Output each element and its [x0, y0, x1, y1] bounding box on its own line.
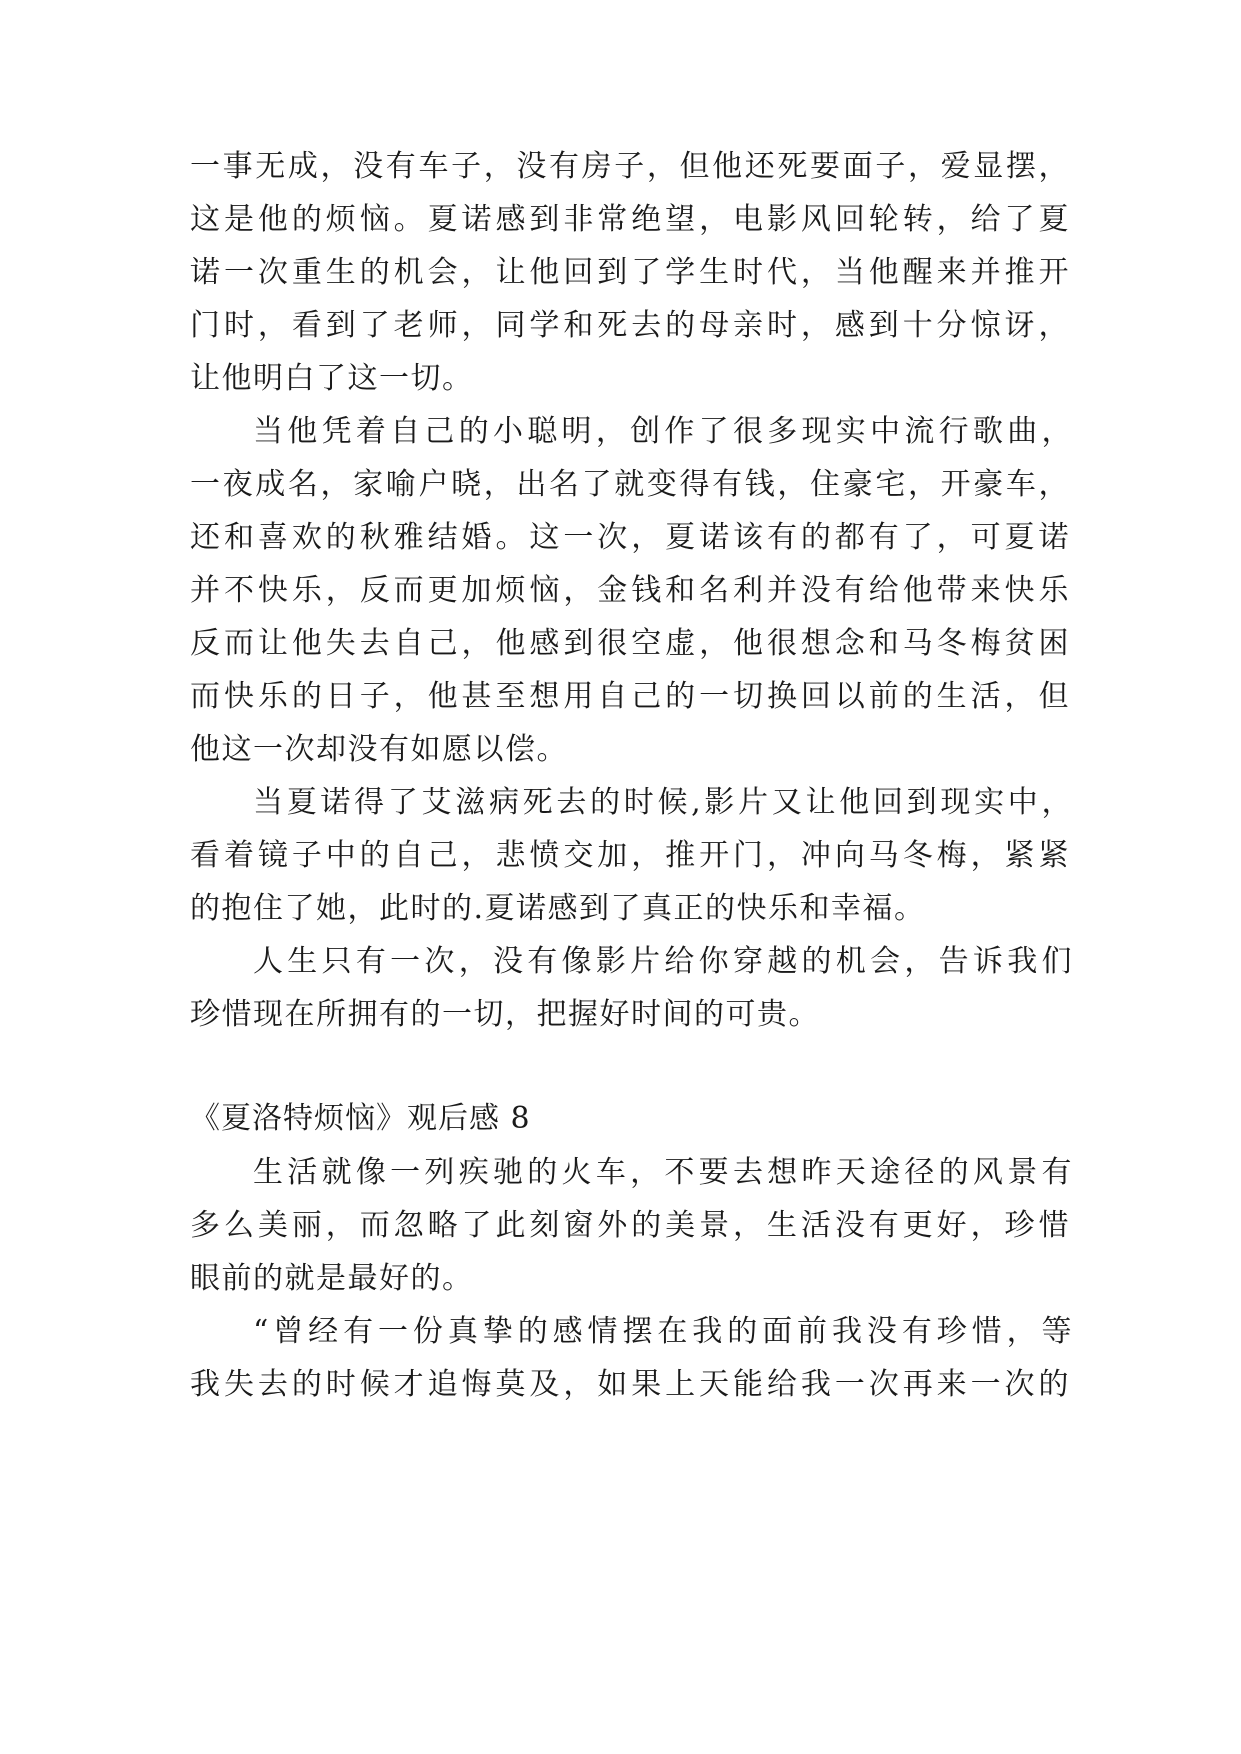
- text-line: 看着镜子中的自己，悲愤交加，推开门，冲向马冬梅，紧紧: [190, 838, 1070, 873]
- text-line: 眼前的就是最好的。: [190, 1261, 474, 1296]
- text-line: “曾经有一份真挚的感情摆在我的面前我没有珍惜，等: [253, 1314, 1073, 1349]
- text-line: 当他凭着自己的小聪明，创作了很多现实中流行歌曲，: [253, 414, 1073, 449]
- text-line: 的抱住了她，此时的.夏诺感到了真正的快乐和幸福。: [190, 891, 926, 926]
- text-line: 而快乐的日子，他甚至想用自己的一切换回以前的生活，但: [190, 679, 1070, 714]
- text-line: 人生只有一次，没有像影片给你穿越的机会，告诉我们: [253, 944, 1073, 979]
- text-line: 还和喜欢的秋雅结婚。这一次，夏诺该有的都有了，可夏诺: [190, 520, 1070, 555]
- text-line: 我失去的时候才追悔莫及，如果上天能给我一次再来一次的: [190, 1367, 1070, 1402]
- section-heading: 《夏洛特烦恼》观后感 8: [190, 1101, 531, 1136]
- text-line: 诺一次重生的机会，让他回到了学生时代，当他醒来并推开: [190, 255, 1070, 290]
- text-line: 多么美丽，而忽略了此刻窗外的美景，生活没有更好，珍惜: [190, 1208, 1070, 1243]
- text-line: 这是他的烦恼。夏诺感到非常绝望，电影风回轮转，给了夏: [190, 202, 1070, 237]
- text-line: 反而让他失去自己，他感到很空虚，他很想念和马冬梅贫困: [190, 626, 1070, 661]
- text-line: 当夏诺得了艾滋病死去的时候,影片又让他回到现实中，: [253, 785, 1073, 820]
- text-line: 生活就像一列疾驰的火车，不要去想昨天途径的风景有: [253, 1155, 1073, 1190]
- text-line: 并不快乐，反而更加烦恼，金钱和名利并没有给他带来快乐: [190, 573, 1070, 608]
- text-line: 让他明白了这一切。: [190, 361, 474, 396]
- text-line: 他这一次却没有如愿以偿。: [190, 732, 568, 767]
- text-line: 门时，看到了老师，同学和死去的母亲时，感到十分惊讶，: [190, 308, 1070, 343]
- text-line: 一夜成名，家喻户晓，出名了就变得有钱，住豪宅，开豪车，: [190, 467, 1070, 502]
- text-line: 珍惜现在所拥有的一切，把握好时间的可贵。: [190, 997, 820, 1032]
- text-line: 一事无成，没有车子，没有房子，但他还死要面子，爱显摆，: [190, 149, 1070, 184]
